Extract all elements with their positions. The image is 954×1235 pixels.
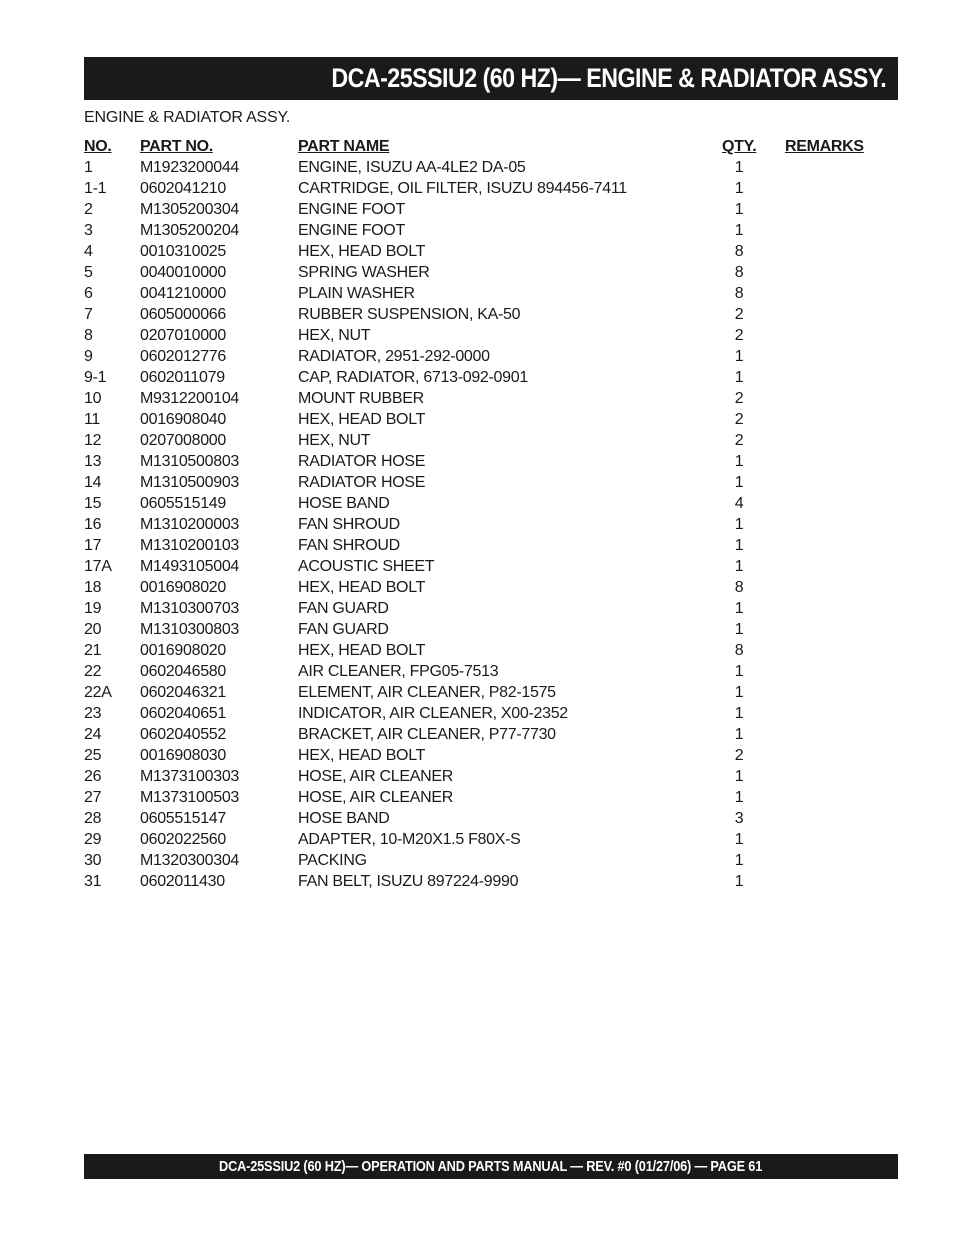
cell-part-name: ENGINE, ISUZU AA-4LE2 DA-05 <box>298 159 526 176</box>
table-row <box>84 808 898 829</box>
cell-no: 29 <box>84 831 102 848</box>
cell-no: 21 <box>84 642 102 659</box>
cell-qty: 1 <box>734 201 744 218</box>
cell-no: 5 <box>84 264 93 281</box>
cell-part-no: 0016908020 <box>140 642 226 659</box>
cell-no: 12 <box>84 432 102 449</box>
cell-part-no: 0602046321 <box>140 684 226 701</box>
table-row <box>84 388 898 409</box>
cell-qty: 8 <box>734 642 744 659</box>
table-row <box>84 850 898 871</box>
cell-qty: 8 <box>734 243 744 260</box>
table-row <box>84 724 898 745</box>
table-row <box>84 871 898 892</box>
cell-part-no: M1310500903 <box>140 474 240 491</box>
cell-part-no: 0602041210 <box>140 180 226 197</box>
table-row <box>84 829 898 850</box>
cell-qty: 2 <box>734 432 744 449</box>
cell-part-no: M1310300803 <box>140 621 240 638</box>
cell-no: 30 <box>84 852 102 869</box>
header-no: NO. <box>84 138 112 155</box>
cell-no: 9 <box>84 348 93 365</box>
cell-part-name: MOUNT RUBBER <box>298 390 424 407</box>
cell-part-name: CAP, RADIATOR, 6713-092-0901 <box>298 369 528 386</box>
cell-no: 23 <box>84 705 102 722</box>
cell-qty: 1 <box>734 768 744 785</box>
table-row <box>84 661 898 682</box>
cell-part-no: 0605515147 <box>140 810 226 827</box>
table-row <box>84 451 898 472</box>
cell-no: 24 <box>84 726 102 743</box>
cell-qty: 1 <box>734 873 744 890</box>
cell-no: 18 <box>84 579 102 596</box>
cell-part-name: ENGINE FOOT <box>298 201 405 218</box>
cell-part-name: FAN SHROUD <box>298 516 400 533</box>
cell-part-no: 0605000066 <box>140 306 226 323</box>
cell-part-no: M1310200103 <box>140 537 240 554</box>
parts-table <box>84 136 898 892</box>
table-row <box>84 577 898 598</box>
cell-no: 28 <box>84 810 102 827</box>
parts-table-body <box>84 157 898 892</box>
cell-part-no: 0010310025 <box>140 243 226 260</box>
cell-part-no: M1320300304 <box>140 852 240 869</box>
table-row <box>84 178 898 199</box>
table-row <box>84 598 898 619</box>
table-row <box>84 367 898 388</box>
cell-part-name: HEX, HEAD BOLT <box>298 243 426 260</box>
cell-no: 7 <box>84 306 93 323</box>
header-part-no: PART NO. <box>140 138 213 155</box>
header-part-name: PART NAME <box>298 138 390 155</box>
cell-part-name: HOSE BAND <box>298 810 390 827</box>
cell-no: 31 <box>84 873 102 890</box>
cell-part-no: 0602040651 <box>140 705 226 722</box>
cell-part-no: 0041210000 <box>140 285 226 302</box>
cell-qty: 8 <box>734 264 744 281</box>
cell-part-name: SPRING WASHER <box>298 264 430 281</box>
table-row <box>84 535 898 556</box>
cell-part-name: ENGINE FOOT <box>298 222 405 239</box>
cell-no: 26 <box>84 768 102 785</box>
cell-qty: 1 <box>734 180 744 197</box>
cell-qty: 2 <box>734 390 744 407</box>
table-row <box>84 787 898 808</box>
cell-part-no: M1493105004 <box>140 558 240 575</box>
cell-qty: 1 <box>734 348 744 365</box>
cell-no: 22A <box>84 684 112 701</box>
cell-no: 22 <box>84 663 102 680</box>
cell-part-no: 0016908040 <box>140 411 226 428</box>
cell-no: 1-1 <box>84 180 107 197</box>
cell-part-name: RADIATOR, 2951-292-0000 <box>298 348 490 365</box>
cell-part-name: HEX, HEAD BOLT <box>298 642 426 659</box>
table-row <box>84 304 898 325</box>
table-row <box>84 682 898 703</box>
cell-no: 14 <box>84 474 102 491</box>
cell-qty: 2 <box>734 411 744 428</box>
table-row <box>84 472 898 493</box>
cell-no: 4 <box>84 243 93 260</box>
table-row <box>84 745 898 766</box>
cell-no: 17A <box>84 558 112 575</box>
cell-no: 27 <box>84 789 102 806</box>
cell-qty: 8 <box>734 285 744 302</box>
cell-part-no: M1373100503 <box>140 789 240 806</box>
cell-part-no: 0602011430 <box>140 873 225 890</box>
cell-qty: 1 <box>734 684 744 701</box>
table-row <box>84 409 898 430</box>
cell-qty: 2 <box>734 747 744 764</box>
cell-qty: 1 <box>734 705 744 722</box>
cell-no: 25 <box>84 747 102 764</box>
cell-qty: 1 <box>734 600 744 617</box>
cell-no: 3 <box>84 222 93 239</box>
cell-part-name: AIR CLEANER, FPG05-7513 <box>298 663 499 680</box>
cell-part-name: BRACKET, AIR CLEANER, P77-7730 <box>298 726 556 743</box>
table-row <box>84 493 898 514</box>
cell-part-name: HEX, HEAD BOLT <box>298 747 426 764</box>
cell-no: 17 <box>84 537 102 554</box>
cell-part-no: M1310500803 <box>140 453 240 470</box>
cell-qty: 4 <box>734 495 744 512</box>
cell-part-name: HOSE BAND <box>298 495 390 512</box>
cell-part-no: 0040010000 <box>140 264 226 281</box>
cell-qty: 1 <box>734 222 744 239</box>
table-row <box>84 766 898 787</box>
table-row <box>84 514 898 535</box>
cell-qty: 1 <box>734 453 744 470</box>
cell-qty: 1 <box>734 663 744 680</box>
cell-part-name: HEX, NUT <box>298 432 371 449</box>
page-title: DCA-25SSIU2 (60 HZ)— ENGINE & RADIATOR ASSY. <box>331 63 886 93</box>
table-row <box>84 703 898 724</box>
cell-part-no: 0602022560 <box>140 831 226 848</box>
page-title-bar <box>84 57 898 100</box>
footer-bar <box>84 1154 898 1179</box>
cell-qty: 8 <box>734 579 744 596</box>
cell-part-no: 0602012776 <box>140 348 226 365</box>
header-remarks: REMARKS <box>785 138 864 155</box>
parts-table-header <box>84 136 898 157</box>
cell-part-no: 0016908020 <box>140 579 226 596</box>
cell-part-name: INDICATOR, AIR CLEANER, X00-2352 <box>298 705 568 722</box>
cell-part-name: FAN BELT, ISUZU 897224-9990 <box>298 873 519 890</box>
cell-qty: 1 <box>734 369 744 386</box>
cell-qty: 1 <box>734 726 744 743</box>
cell-part-no: 0602040552 <box>140 726 226 743</box>
cell-part-no: M9312200104 <box>140 390 240 407</box>
cell-part-no: M1305200304 <box>140 201 240 218</box>
cell-no: 1 <box>84 159 93 176</box>
cell-part-no: M1310300703 <box>140 600 240 617</box>
table-row <box>84 157 898 178</box>
table-row <box>84 283 898 304</box>
cell-part-name: PACKING <box>298 852 367 869</box>
cell-part-name: HOSE, AIR CLEANER <box>298 789 453 806</box>
cell-part-no: 0207010000 <box>140 327 226 344</box>
table-row <box>84 325 898 346</box>
header-qty: QTY. <box>722 138 757 155</box>
cell-no: 16 <box>84 516 102 533</box>
cell-part-name: RADIATOR HOSE <box>298 474 426 491</box>
cell-qty: 1 <box>734 852 744 869</box>
cell-part-name: ELEMENT, AIR CLEANER, P82-1575 <box>298 684 556 701</box>
cell-part-name: ADAPTER, 10-M20X1.5 F80X-S <box>298 831 521 848</box>
table-row <box>84 346 898 367</box>
cell-part-no: 0207008000 <box>140 432 226 449</box>
cell-part-no: M1305200204 <box>140 222 240 239</box>
cell-no: 9-1 <box>84 369 107 386</box>
cell-part-no: 0602046580 <box>140 663 226 680</box>
cell-part-name: HEX, NUT <box>298 327 371 344</box>
cell-no: 11 <box>84 411 101 428</box>
cell-no: 10 <box>84 390 102 407</box>
table-row <box>84 199 898 220</box>
cell-qty: 1 <box>734 159 744 176</box>
table-row <box>84 220 898 241</box>
cell-qty: 1 <box>734 474 744 491</box>
cell-qty: 1 <box>734 831 744 848</box>
cell-qty: 1 <box>734 537 744 554</box>
cell-part-name: RADIATOR HOSE <box>298 453 426 470</box>
table-row <box>84 430 898 451</box>
cell-part-no: M1373100303 <box>140 768 240 785</box>
cell-part-name: FAN GUARD <box>298 600 389 617</box>
cell-part-name: PLAIN WASHER <box>298 285 415 302</box>
table-row <box>84 556 898 577</box>
cell-part-no: M1923200044 <box>140 159 240 176</box>
cell-no: 8 <box>84 327 93 344</box>
cell-part-name: FAN GUARD <box>298 621 389 638</box>
cell-part-no: 0602011079 <box>140 369 225 386</box>
cell-part-name: HOSE, AIR CLEANER <box>298 768 453 785</box>
cell-part-no: 0605515149 <box>140 495 226 512</box>
cell-part-name: HEX, HEAD BOLT <box>298 411 426 428</box>
table-row <box>84 619 898 640</box>
cell-part-name: HEX, HEAD BOLT <box>298 579 426 596</box>
cell-part-name: ACOUSTIC SHEET <box>298 558 435 575</box>
cell-qty: 2 <box>734 327 744 344</box>
cell-no: 6 <box>84 285 93 302</box>
cell-qty: 1 <box>734 516 744 533</box>
cell-no: 19 <box>84 600 102 617</box>
cell-no: 2 <box>84 201 93 218</box>
cell-qty: 1 <box>734 789 744 806</box>
cell-no: 15 <box>84 495 102 512</box>
cell-part-name: FAN SHROUD <box>298 537 400 554</box>
cell-part-name: CARTRIDGE, OIL FILTER, ISUZU 894456-7411 <box>298 180 627 197</box>
table-row <box>84 640 898 661</box>
cell-no: 13 <box>84 453 102 470</box>
cell-no: 20 <box>84 621 102 638</box>
cell-qty: 1 <box>734 558 744 575</box>
section-label: ENGINE & RADIATOR ASSY. <box>84 109 291 126</box>
cell-qty: 3 <box>734 810 744 827</box>
page-footer: DCA-25SSIU2 (60 HZ)— OPERATION AND PARTS MANUAL — REV. #0 (01/27/06) — PAGE 61 <box>219 1158 763 1175</box>
cell-part-name: RUBBER SUSPENSION, KA-50 <box>298 306 521 323</box>
table-row <box>84 241 898 262</box>
cell-qty: 2 <box>734 306 744 323</box>
table-row <box>84 262 898 283</box>
cell-part-no: 0016908030 <box>140 747 226 764</box>
cell-qty: 1 <box>734 621 744 638</box>
cell-part-no: M1310200003 <box>140 516 240 533</box>
